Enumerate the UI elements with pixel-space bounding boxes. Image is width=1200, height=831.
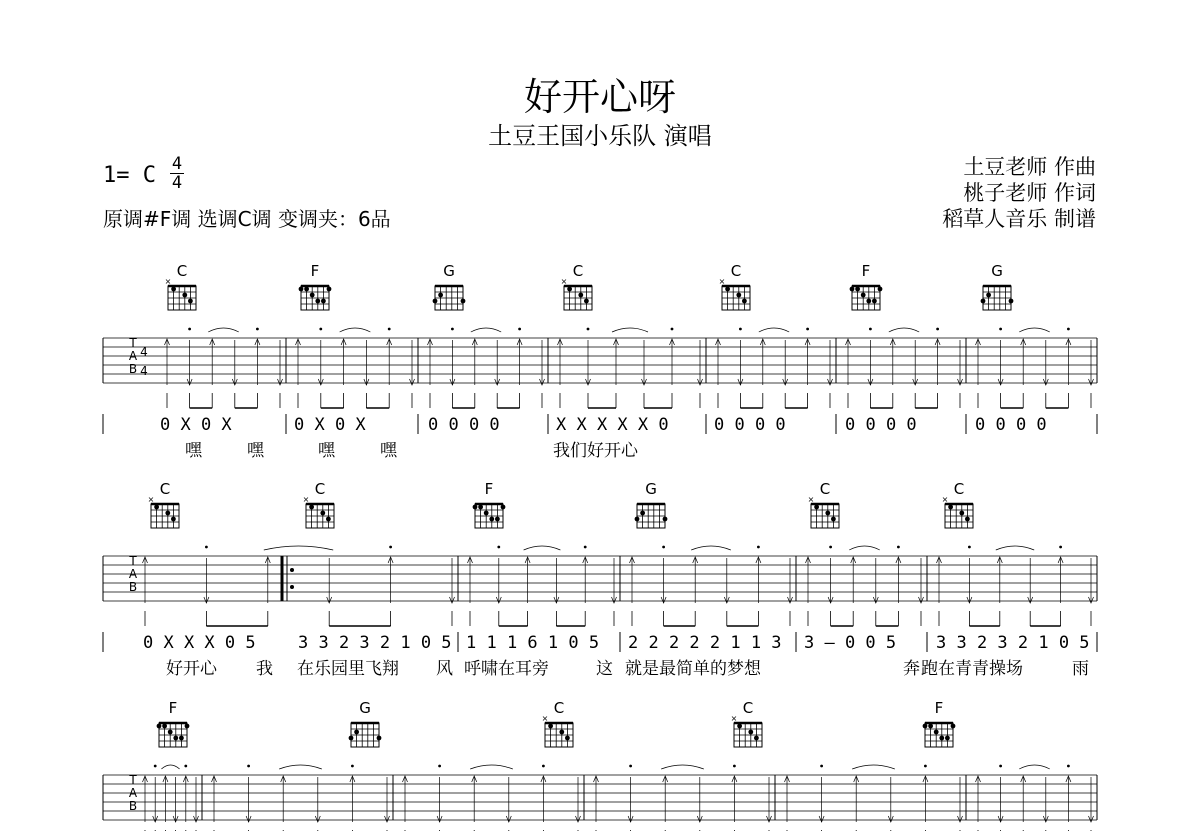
chord-finger-dot — [959, 511, 964, 516]
chord-name: C — [176, 262, 188, 280]
song-title: 好开心呀 — [523, 75, 676, 119]
chord-finger-dot — [501, 505, 506, 510]
lyric-text: 嘿 — [318, 441, 335, 461]
numbered-notation-measure: 0 0 0 0 — [845, 415, 917, 435]
tab-time-top: 4 — [140, 345, 148, 359]
muted-string-mark: × — [941, 495, 949, 504]
numbered-notation-measure: 3 – 0 0 5 — [804, 633, 897, 653]
chord-finger-dot — [939, 736, 944, 741]
chord-finger-dot — [934, 730, 939, 735]
chord-name: C — [314, 480, 326, 498]
accent-dot — [497, 546, 500, 549]
chord-finger-dot — [923, 724, 928, 729]
chord-finger-dot — [548, 724, 553, 729]
chord-finger-dot — [473, 505, 478, 510]
tie-arc — [264, 546, 333, 550]
chord-name: C — [819, 480, 831, 498]
lyric-text: 雨 — [1072, 659, 1089, 679]
chord-finger-dot — [567, 287, 572, 292]
numbered-notation-measure: 3 3 2 3 2 1 0 5 — [936, 633, 1090, 653]
chord-finger-dot — [578, 293, 583, 298]
accent-dot — [829, 546, 832, 549]
tab-label-b: B — [128, 580, 138, 594]
accent-dot — [671, 328, 674, 331]
chord-finger-dot — [825, 511, 830, 516]
accent-dot — [154, 765, 157, 768]
chord-name: G — [645, 480, 657, 498]
chord-finger-dot — [304, 287, 309, 292]
chord-name: G — [443, 262, 455, 280]
accent-dot — [806, 328, 809, 331]
tie-arc — [612, 328, 648, 332]
lyric-text: 嘿 — [185, 441, 202, 461]
chord-finger-dot — [748, 730, 753, 735]
chord-finger-dot — [495, 517, 500, 522]
chord-finger-dot — [179, 736, 184, 741]
chord-finger-dot — [484, 511, 489, 516]
tie-arc — [524, 546, 561, 550]
tie-arc — [470, 765, 513, 769]
numbered-notation-measure: 3 3 2 3 2 1 0 5 — [298, 633, 452, 653]
chord-finger-dot — [831, 517, 836, 522]
chord-finger-dot — [354, 730, 359, 735]
chord-finger-dot — [171, 517, 176, 522]
chord-finger-dot — [489, 517, 494, 522]
chord-finger-dot — [168, 730, 173, 735]
tie-arc — [279, 765, 322, 769]
muted-string-mark: × — [730, 714, 738, 723]
chord-finger-dot — [736, 293, 741, 298]
accent-dot — [188, 328, 191, 331]
muted-string-mark: × — [560, 277, 568, 286]
performer-line: 土豆王国小乐队 演唱 — [488, 122, 712, 150]
lyric-text: 嘿 — [247, 441, 264, 461]
accent-dot — [897, 546, 900, 549]
accent-dot — [1067, 765, 1070, 768]
chord-finger-dot — [663, 517, 668, 522]
chord-finger-dot — [315, 299, 320, 304]
chord-name: G — [359, 699, 371, 717]
chord-finger-dot — [320, 511, 325, 516]
numbered-notation-measure: 0 0 0 0 — [975, 415, 1047, 435]
chord-finger-dot — [321, 299, 326, 304]
accent-dot — [319, 328, 322, 331]
accent-dot — [205, 546, 208, 549]
chord-name: C — [953, 480, 965, 498]
accent-dot — [662, 546, 665, 549]
chord-finger-dot — [584, 299, 589, 304]
lyric-text: 这 — [596, 659, 613, 679]
chord-name: C — [159, 480, 171, 498]
muted-string-mark: × — [164, 277, 172, 286]
chord-finger-dot — [461, 299, 466, 304]
accent-dot — [518, 328, 521, 331]
chord-finger-dot — [171, 287, 176, 292]
numbered-notation-measure: 0 X 0 X — [294, 415, 366, 435]
accent-dot — [389, 546, 392, 549]
chord-finger-dot — [559, 730, 564, 735]
muted-string-mark: × — [541, 714, 549, 723]
tie-arc — [759, 328, 789, 332]
chord-finger-dot — [309, 505, 314, 510]
muted-string-mark: × — [302, 495, 310, 504]
chord-finger-dot — [377, 736, 382, 741]
muted-string-mark: × — [147, 495, 155, 504]
chord-finger-dot — [565, 736, 570, 741]
chord-finger-dot — [754, 736, 759, 741]
chord-finger-dot — [986, 293, 991, 298]
tie-arc — [471, 328, 501, 332]
tab-label-a: A — [128, 786, 138, 800]
accent-dot — [1059, 546, 1062, 549]
tie-arc — [889, 328, 919, 332]
accent-dot — [256, 328, 259, 331]
accent-dot — [438, 765, 441, 768]
chord-finger-dot — [737, 724, 742, 729]
tab-label-t: T — [129, 554, 137, 568]
chord-finger-dot — [157, 724, 162, 729]
lyric-text: 呼啸在耳旁 — [464, 659, 549, 679]
accent-dot — [733, 765, 736, 768]
tie-arc — [996, 546, 1034, 550]
time-signature-top: 4 — [171, 154, 183, 174]
accent-dot — [388, 328, 391, 331]
chord-finger-dot — [326, 517, 331, 522]
chord-finger-dot — [640, 511, 645, 516]
tie-arc — [161, 765, 179, 769]
numbered-notation-measure: 2 2 2 2 2 1 1 3 — [628, 633, 782, 653]
numbered-notation-measure: 1 1 1 6 1 0 5 — [466, 633, 600, 653]
accent-dot — [184, 765, 187, 768]
key-signature: 1= C — [103, 163, 156, 188]
repeat-dot — [290, 568, 294, 572]
accent-dot — [999, 765, 1002, 768]
tie-arc — [661, 765, 704, 769]
tie-arc — [1019, 328, 1050, 332]
accent-dot — [247, 765, 250, 768]
muted-string-mark: × — [718, 277, 726, 286]
accent-dot — [999, 328, 1002, 331]
chord-finger-dot — [299, 287, 304, 292]
accent-dot — [542, 765, 545, 768]
chord-finger-dot — [438, 293, 443, 298]
composer-credit: 土豆老师 作曲 — [963, 155, 1096, 179]
tab-time-bottom: 4 — [140, 364, 148, 378]
chord-finger-dot — [725, 287, 730, 292]
numbered-notation-measure: 0 X 0 X — [160, 415, 232, 435]
accent-dot — [968, 546, 971, 549]
chord-finger-dot — [349, 736, 354, 741]
lyric-text: 就是最简单的梦想 — [625, 659, 761, 679]
chord-finger-dot — [327, 287, 332, 292]
accent-dot — [584, 546, 587, 549]
chord-finger-dot — [1009, 299, 1014, 304]
lyric-text: 嘿 — [380, 441, 397, 461]
muted-string-mark: × — [807, 495, 815, 504]
lyric-text: 我 — [256, 659, 273, 679]
lyric-text: 好开心 — [166, 659, 217, 679]
numbered-notation-measure: 0 0 0 0 — [714, 415, 786, 435]
tab-label-t: T — [129, 773, 137, 787]
tab-label-a: A — [128, 567, 138, 581]
arranger-credit: 稻草人音乐 制谱 — [942, 207, 1096, 231]
chord-finger-dot — [878, 287, 883, 292]
chord-finger-dot — [814, 505, 819, 510]
lyricist-credit: 桃子老师 作词 — [963, 181, 1096, 205]
chord-finger-dot — [866, 299, 871, 304]
chord-finger-dot — [965, 517, 970, 522]
tie-arc — [1019, 765, 1050, 769]
chord-finger-dot — [951, 724, 956, 729]
chord-finger-dot — [188, 299, 193, 304]
chord-finger-dot — [742, 299, 747, 304]
chord-finger-dot — [310, 293, 315, 298]
accent-dot — [587, 328, 590, 331]
chord-name: C — [730, 262, 742, 280]
chord-finger-dot — [948, 505, 953, 510]
repeat-dot — [290, 585, 294, 589]
chord-name: C — [572, 262, 584, 280]
chord-finger-dot — [855, 287, 860, 292]
tab-label-a: A — [128, 349, 138, 363]
chord-finger-dot — [182, 293, 187, 298]
lyric-text: 奔 — [903, 659, 920, 679]
chord-finger-dot — [185, 724, 190, 729]
chord-name: F — [484, 480, 494, 498]
accent-dot — [924, 765, 927, 768]
tab-label-b: B — [128, 362, 138, 376]
chord-name: F — [310, 262, 320, 280]
numbered-notation-measure: 0 0 0 0 — [428, 415, 500, 435]
chord-finger-dot — [872, 299, 877, 304]
accent-dot — [739, 328, 742, 331]
tab-label-t: T — [129, 336, 137, 350]
lyric-text: 风 — [436, 659, 453, 679]
numbered-notation-measure: 0 X X X 0 5 — [143, 633, 256, 653]
accent-dot — [936, 328, 939, 331]
chord-finger-dot — [861, 293, 866, 298]
accent-dot — [451, 328, 454, 331]
lyric-text: 我们好开心 — [553, 441, 638, 461]
time-signature-bottom: 4 — [171, 173, 183, 193]
lyric-text: 在乐园里飞翔 — [297, 659, 399, 679]
accent-dot — [351, 765, 354, 768]
accent-dot — [629, 765, 632, 768]
chord-finger-dot — [154, 505, 159, 510]
numbered-notation-measure: X X X X X 0 — [556, 415, 669, 435]
lyric-text: 跑在青青操场 — [921, 659, 1023, 679]
tie-arc — [208, 328, 239, 332]
tie-arc — [691, 546, 731, 550]
chord-finger-dot — [850, 287, 855, 292]
chord-finger-dot — [945, 736, 950, 741]
tie-arc — [340, 328, 371, 332]
tie-arc — [852, 765, 895, 769]
accent-dot — [820, 765, 823, 768]
chord-finger-dot — [981, 299, 986, 304]
chord-name: F — [934, 699, 944, 717]
chord-finger-dot — [173, 736, 178, 741]
chord-finger-dot — [433, 299, 438, 304]
tab-label-b: B — [128, 799, 138, 813]
accent-dot — [1067, 328, 1070, 331]
chord-name: F — [168, 699, 178, 717]
chord-name: G — [991, 262, 1003, 280]
chord-name: C — [742, 699, 754, 717]
chord-finger-dot — [478, 505, 483, 510]
chord-name: C — [553, 699, 565, 717]
chord-finger-dot — [635, 517, 640, 522]
tie-arc — [849, 546, 880, 550]
accent-dot — [869, 328, 872, 331]
chord-finger-dot — [928, 724, 933, 729]
capo-info: 原调#F调 选调C调 变调夹：6品 — [103, 207, 391, 231]
chord-finger-dot — [165, 511, 170, 516]
chord-name: F — [861, 262, 871, 280]
accent-dot — [757, 546, 760, 549]
chord-finger-dot — [162, 724, 167, 729]
